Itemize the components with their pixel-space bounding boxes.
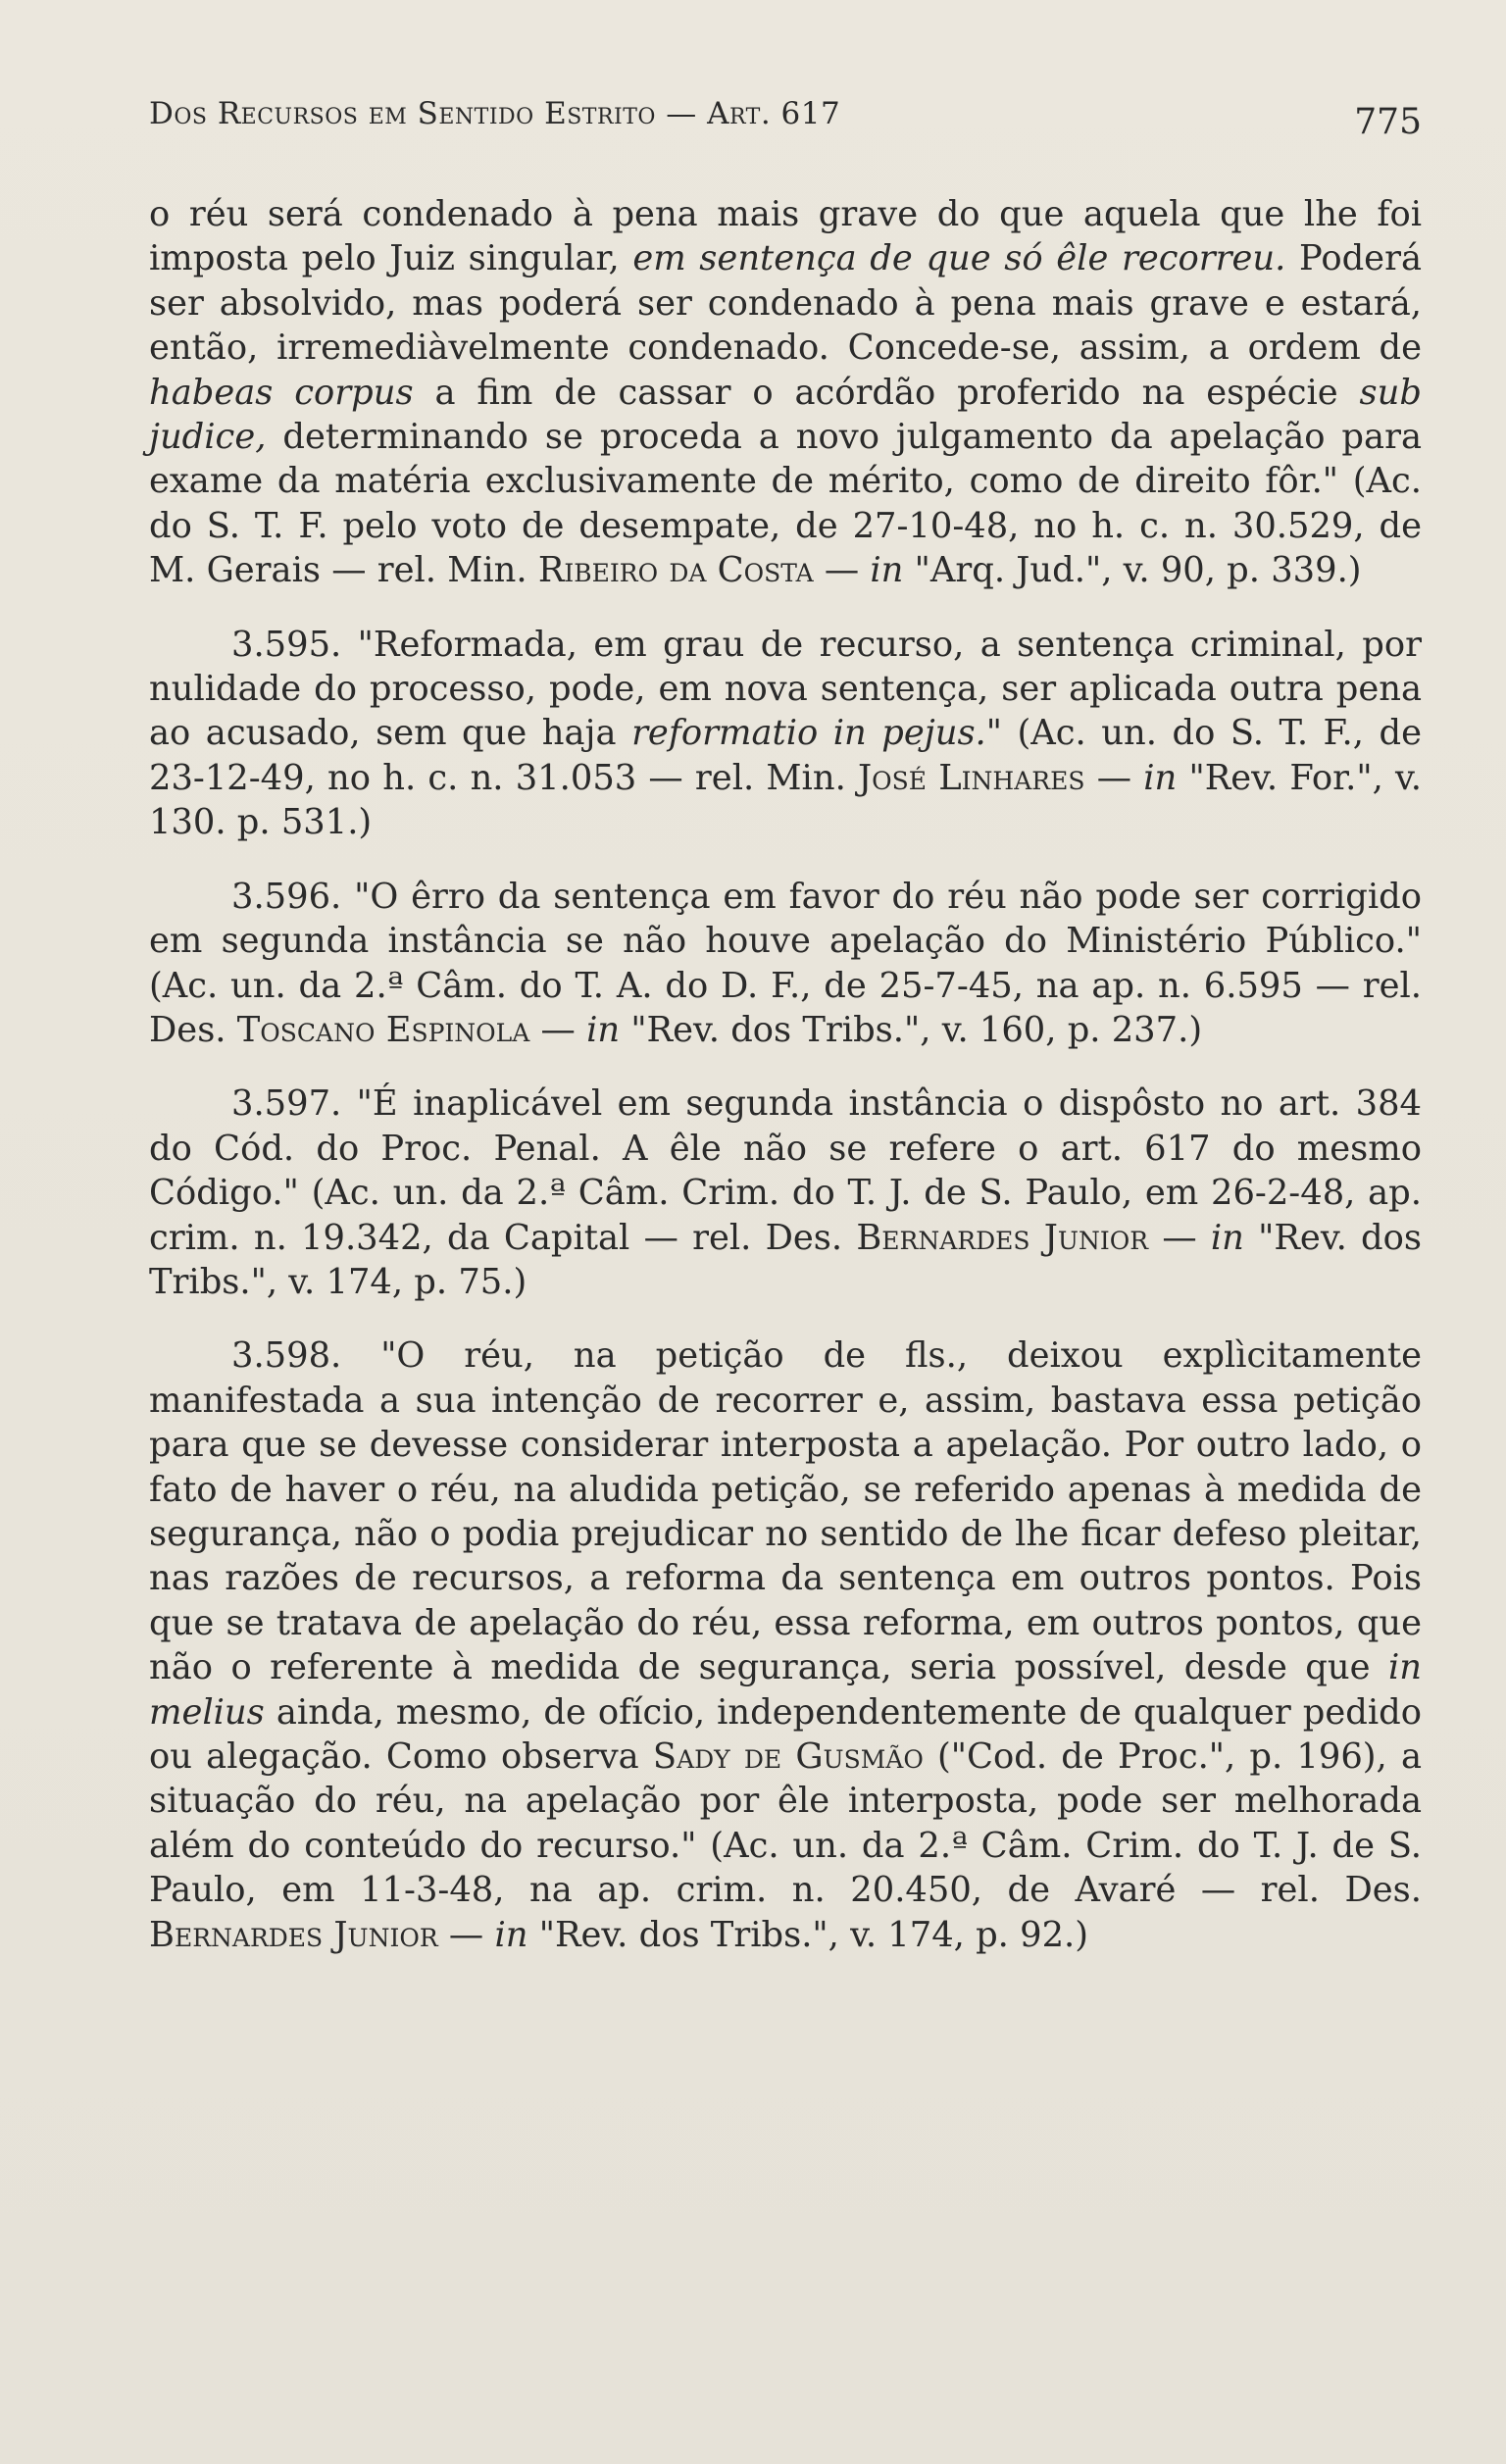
page-header — [149, 96, 1422, 145]
page-number: 775 — [1354, 102, 1422, 142]
paragraph-3597: 3.597. "É inaplicável em segunda instância o dispôsto no art. 384 do Cód. do Proc. Penal. A êle não se refere o art. 617 do mesmo Código." (Ac. un. da 2.ª Câm. Crim. do T. J. de S. Paulo, em 26-2-48, ap. crim. n. 19.342, da Capital — rel. Des. Bernardes Junior — in "Rev. dos Tribs.", v. 174, p. 75.) — [149, 1083, 1422, 1302]
author-name: Sady de Gusmão — [652, 1736, 924, 1777]
author-name: Bernardes Junior — [149, 1914, 438, 1955]
author-name: Toscano Espinola — [236, 1009, 530, 1050]
author-name: Ribeiro da Costa — [537, 550, 814, 591]
paragraph-3598: 3.598. "O réu, na petição de fls., deixou explìcitamente manifestada a sua intenção de recorrer e, assim, bastava essa petição para que se devesse considerar interposta a apelação. Por outro lado, o fato de haver o réu, na aludida petição, se referido apenas à medida de segurança, não o podia prejudicar no sentido de lhe ficar defeso pleitar, nas razões de recursos, a reforma da sentença em outros pontos. Pois que se tratava de apelação do réu, essa reforma, em outros pontos, que não o referente à medida de segurança, seria possível, desde que in melius ainda, mesmo, de ofício, independentemente de qualquer pedido ou alegação. Como observa Sady de Gusmão ("Cod. de Proc.", p. 196), a situação do réu, na apelação por êle interposta, pode ser melhorada além do conteúdo do recurso." (Ac. un. da 2.ª Câm. Crim. do T. J. de S. Paulo, em 11-3-48, na ap. crim. n. 20.450, de Avaré — rel. Des. Bernardes Junior — in "Rev. dos Tribs.", v. 174, p. 92.) — [149, 1335, 1422, 1955]
paragraph-3595: 3.595. "Reformada, em grau de recurso, a sentença criminal, por nulidade do processo, pode, em nova sentença, ser aplicada outra pena ao acusado, sem que haja reformatio in pejus." (Ac. un. do S. T. F., de 23-12-49, no h. c. n. 31.053 — rel. Min. José Linhares — in "Rev. For.", v. 130. p. 531.) — [149, 624, 1422, 843]
running-head: Dos Recursos em Sentido Estrito — Art. 617 — [149, 96, 841, 131]
page-body — [149, 192, 1422, 1957]
author-name: José Linhares — [858, 757, 1085, 798]
author-name: Bernardes Junior — [856, 1217, 1149, 1258]
paragraph-3596: 3.596. "O êrro da sentença em favor do réu não pode ser corrigido em segunda instância se não houve apelação do Ministério Público." (Ac. un. da 2.ª Câm. do T. A. do D. F., de 25-7-45, na ap. n. 6.595 — rel. Des. Toscano Espinola — in "Rev. dos Tribs.", v. 160, p. 237.) — [149, 876, 1422, 1050]
paragraph-continuation: o réu será condenado à pena mais grave do que aquela que lhe foi imposta pelo Juiz singular, em sentença de que só êle recorreu. Poderá ser absolvido, mas poderá ser condenado à pena mais grave e estará, então, irremediàvelmente condenado. Concede-se, assim, a ordem de habeas corpus a fim de cassar o acórdão proferido na espécie sub judice, determinando se proceda a novo julgamento da apelação para exame da matéria exclusivamente de mérito, como de direito fôr." (Ac. do S. T. F. pelo voto de desempate, de 27-10-48, no h. c. n. 30.529, de M. Gerais — rel. Min. Ribeiro da Costa — in "Arq. Jud.", v. 90, p. 339.) — [149, 194, 1422, 591]
